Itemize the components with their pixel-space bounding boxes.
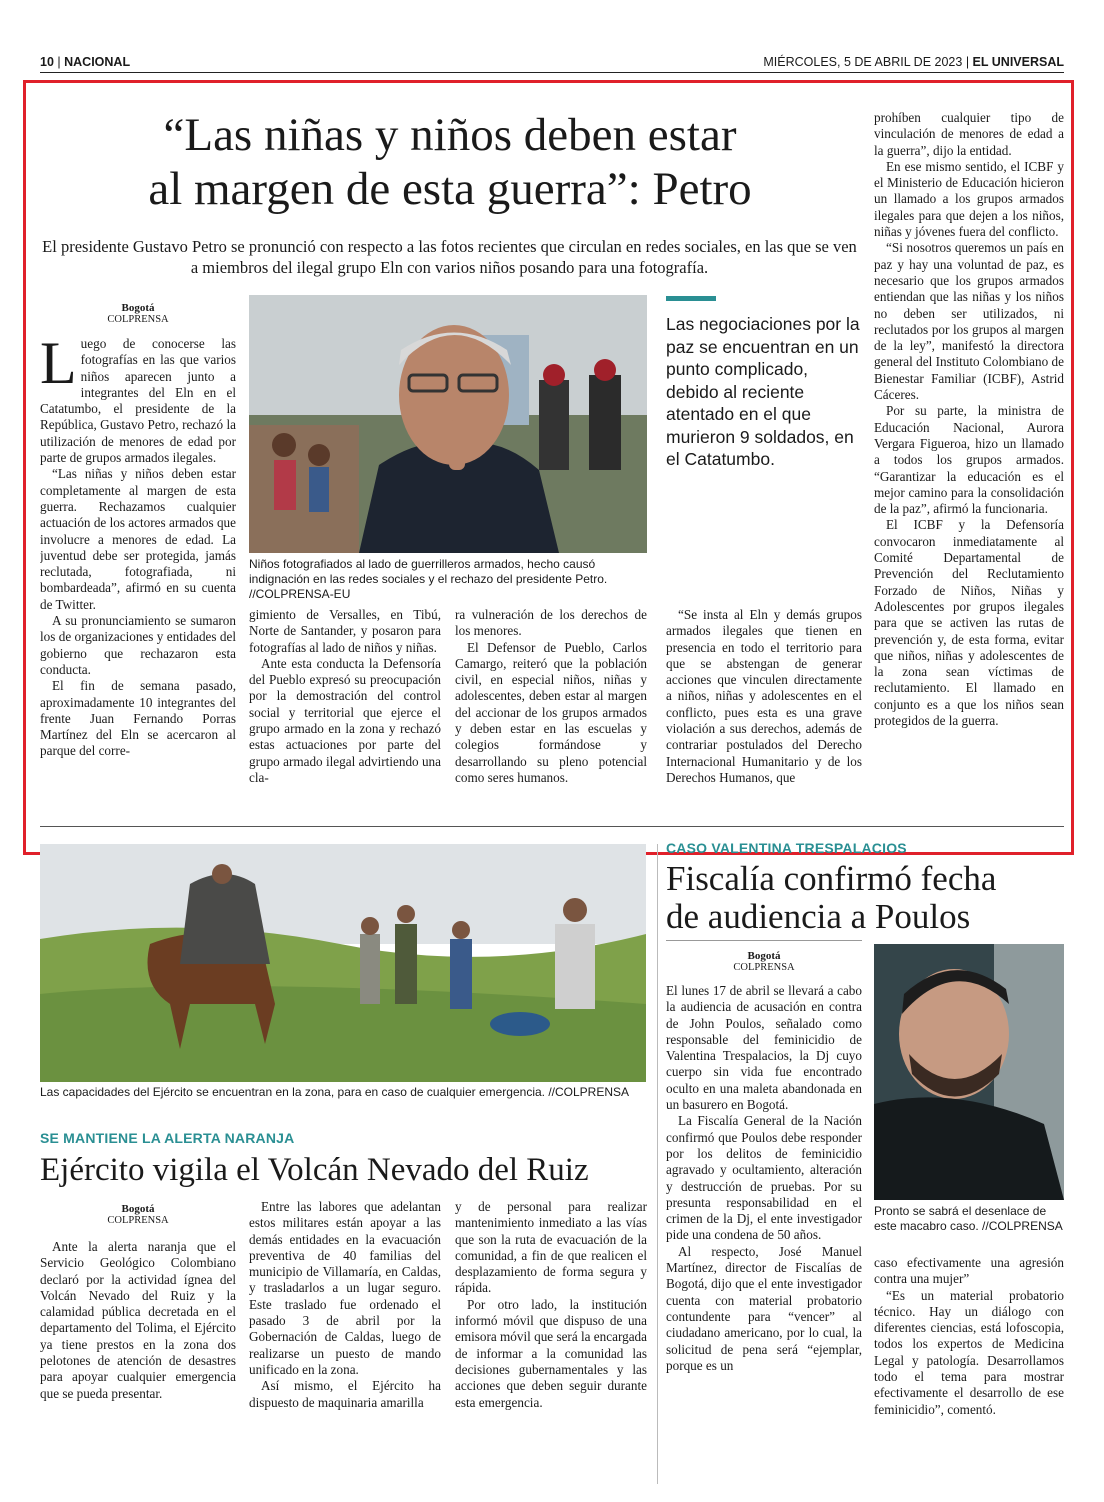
army-photo — [40, 844, 646, 1082]
main-headline — [40, 108, 860, 216]
main-col1-p4: El fin de semana pasado, aproximadamente 10 integrantes del frente Juan Fernando Porras Martínez del Eln se acercaron al parque del corre- — [40, 678, 236, 759]
poulos-photo-caption: Pronto se sabrá el desenlace de este macabro caso. //COLPRENSA — [874, 1204, 1063, 1233]
poulos-photo-illustration — [874, 944, 1064, 1200]
poulos-col2-p1: caso efectivamente una agresión contra una mujer” — [874, 1255, 1064, 1287]
main-col4-p1: “Se insta al Eln y demás grupos armados ilegales que tienen en presencia en todo el territorio para que se abstengan de generar acciones que vinculen directamente a niños, niñas y adolescentes en el conflicto, pues esta es una grave violación a sus derechos, además de contrariar postulados del Derecho Internacional Humanitario y de los Derechos Humanos, que — [666, 607, 862, 785]
poulos-photo — [874, 944, 1064, 1200]
poulos-headline-line2: de audiencia a Poulos — [666, 897, 971, 936]
main-col2-p1: gimiento de Versalles, en Tibú, Norte de Santander, y posaron para fotografías al lado de niños y niñas. — [249, 607, 441, 655]
main-col1-p1: uego de conocerse las fotografías en las que varios niños aparecen junto a integrantes del Eln en el Catatumbo, el presidente de la República, Gustavo Petro, rechazó la utilización de menores de edad por parte de grupos armados ilegales. — [40, 336, 236, 466]
main-byline — [40, 302, 236, 326]
main-col5-p4: Por su parte, la ministra de Educación Nacional, Aurora Vergara Figueroa, hizo un llamado a todos los grupos armados. “Garantizar la educación es el mejor camino para la consolidación de la paz”, afirmó la funcionaria. — [874, 403, 1064, 517]
volcano-column-1 — [40, 1239, 236, 1479]
poulos-column-2 — [874, 1255, 1064, 1483]
main-headline-line1: “Las niñas y niños deben estar — [163, 109, 737, 161]
army-photo-caption: Las capacidades del Ejército se encuentran en la zona, para en caso de cualquier emergencia. //COLPRENSA — [40, 1085, 630, 1099]
volcano-column-2 — [249, 1199, 441, 1481]
page-number: 10 — [40, 55, 54, 69]
poulos-col1-p1: El lunes 17 de abril se llevará a cabo la audiencia de acusación en contra de John Poulos, señalado como responsable del feminicidio de Valentina Trespalacios, la Dj cuyo cuerpo sin vida fue encontrado oculto en una maleta abandonada en un basurero en Bogotá. — [666, 983, 862, 1113]
issue-date: MIÉRCOLES, 5 DE ABRIL DE 2023 — [763, 55, 963, 69]
main-dropcap: L — [40, 336, 77, 396]
header-rule — [40, 72, 1064, 73]
volcano-headline: Ejército vigila el Volcán Nevado del Ruiz — [40, 1152, 589, 1188]
petro-photo-illustration — [249, 295, 647, 553]
volcano-byline — [40, 1203, 236, 1227]
main-col3-p2: El Defensor de Pueblo, Carlos Camargo, reiteró que la población civil, en especial niños, niñas y adolescentes, deben estar al margen del accionar de los grupos armados y deben estar en las escuelas y colegios formándose y desarrollando su pleno potencial como seres humanos. — [455, 639, 647, 785]
main-col5-p2: En ese mismo sentido, el ICBF y el Ministerio de Educación hicieron un llamado a los grupos armados ilegales para que dejen a los niños, niñas y jóvenes fuera del conflicto. — [874, 158, 1064, 240]
pull-quote-bar — [666, 296, 716, 301]
poulos-headline — [666, 860, 1064, 936]
poulos-rule — [666, 940, 862, 941]
main-column-4 — [666, 607, 862, 815]
main-byline-agency: COLPRENSA — [107, 314, 169, 325]
army-photo-illustration — [40, 844, 646, 1082]
poulos-col1-p2: La Fiscalía General de la Nación confirmó que Poulos debe responder por los delitos de feminicidio agravado y ocultamiento, alteración y destrucción de pruebas. Por su presunta responsabilidad en el crimen de la Dj, el ente investigador pide una condena de 50 años. — [666, 1113, 862, 1243]
poulos-headline-line1: Fiscalía confirmó fecha — [666, 859, 997, 898]
volcano-col1-p1: Ante la alerta naranja que el Servicio Geológico Colombiano declaró por la actividad ígnea del Volcán Nevado del Ruiz y la calamidad pública decretada en el departamento del Tolima, el Ejército ya tiene prestos en la zona dos pelotones de atención de desastres para apoyar cualquier emergencia que se pueda presentar. — [40, 1239, 236, 1401]
main-column-2 — [249, 607, 441, 815]
header-divider-2: | — [965, 55, 973, 69]
main-byline-city: Bogotá — [121, 302, 155, 314]
main-col5-p1: prohíben cualquier tipo de vinculación de menores de edad a la guerra”, dijo la entidad. — [874, 110, 1064, 158]
volcano-kicker: SE MANTIENE LA ALERTA NARANJA — [40, 1130, 295, 1146]
page-header — [40, 55, 1064, 71]
poulos-byline-city: Bogotá — [747, 950, 781, 962]
poulos-byline-agency: COLPRENSA — [733, 962, 795, 973]
volcano-col3-p2: Por otro lado, la institución informó móvil que dispuso de una emisora móvil que será la encargada de informar a la comunidad las decisiones gubernamentales y las acciones que deben seguir durante esta emergencia. — [455, 1296, 647, 1410]
main-column-5 — [874, 110, 1064, 816]
petro-photo-caption: Niños fotografiados al lado de guerrilleros armados, hecho causó indignación en las redes sociales y el rechazo del presidente Petro. //COLPRENSA-EU — [249, 557, 608, 601]
main-col1-p3: A su pronunciamiento se sumaron los de organizaciones y entidades del gobierno que rechazaron esta conducta. — [40, 613, 236, 677]
main-deck: El presidente Gustavo Petro se pronunció con respecto a las fotos recientes que circulan en redes sociales, en las que se ven a miembros del ilegal grupo Eln con varios niños posando para una fotografía. — [42, 237, 857, 277]
main-col5-p5: El ICBF y la Defensoría convocaron inmediatamente al Comité Departamental de Prevención del Reclutamiento Forzado de Niños, Niñas y Adolescentes por grupos ilegales para que se activen las rutas de prevención y, de esta forma, evitar que niños, niñas y adolescentes de la zona sean víctimas de reclutamiento. El llamado en conjunto es a que los niños sean protegidos de la guerra. — [874, 517, 1064, 728]
main-col3-p1: ra vulneración de los derechos de los menores. — [455, 607, 647, 639]
newspaper-name: EL UNIVERSAL — [972, 55, 1064, 69]
column-rule — [657, 844, 658, 1484]
main-col2-p2: Ante esta conducta la Defensoría del Pueblo expresó su preocupación por la demostración del control social y territorial que ejerce el grupo armado en la zona y rechazó estas actuaciones por parte del grupo armado ilegal advirtiendo una cla- — [249, 655, 441, 785]
volcano-byline-city: Bogotá — [121, 1203, 155, 1215]
petro-photo — [249, 295, 647, 553]
poulos-col1-p3: Al respecto, José Manuel Martínez, director de Fiscalías de Bogotá, dijo que el ente investigador cuenta con material probatorio contundente para “vencer” al ciudadano americano, por lo cual, la solicitud de pena será “ejemplar, porque es un — [666, 1243, 862, 1373]
volcano-byline-agency: COLPRENSA — [107, 1215, 169, 1226]
volcano-col2-p1: Entre las labores que adelantan estos militares están apoyar a las demás entidades en la evacuación preventiva de 40 familias del municipio de Villamaría, en Caldas, y trasladarlos a un lugar seguro. Este traslado fue ordenado el pasado 3 de abril por la Gobernación de Caldas, luego de realizarse un puesto de mando unificado en la zona. — [249, 1199, 441, 1377]
main-column-1 — [40, 336, 236, 814]
poulos-column-1 — [666, 983, 862, 1483]
poulos-byline — [666, 950, 862, 974]
main-column-3 — [455, 607, 647, 815]
section-name: NACIONAL — [64, 55, 131, 69]
volcano-col3-p1: y de personal para realizar mantenimiento inmediato a las vías que son la ruta de evacuación de la comunidad, a fin de que realicen el desplazamiento de forma segura y rápida. — [455, 1199, 647, 1296]
main-col5-p3: “Si nosotros queremos un país en paz y hay una voluntad de paz, es necesario que los grupos armados entiendan que las niñas y los niños no deben ser utilizados, ni reclutados por los grupos al margen de la ley”, manifestó la directora general del Instituto Colombiano de Bienestar Familiar (ICBF), Astrid Cáceres. — [874, 240, 1064, 403]
volcano-column-3 — [455, 1199, 647, 1481]
section-divider — [40, 826, 1064, 827]
poulos-col2-p2: “Es un material probatorio técnico. Hay un diálogo con diferentes ciencias, está lofoscopia, todos los expertos de Medicina Legal y patología. Desarrollamos todo el tema para mostrar efectivamente el desarrollo de ese feminicidio”, comentó. — [874, 1287, 1064, 1417]
main-headline-line2: al margen de esta guerra”: Petro — [148, 163, 752, 215]
poulos-kicker: CASO VALENTINA TRESPALACIOS — [666, 840, 907, 856]
main-col1-p2: “Las niñas y niños deben estar completamente al margen de esta guerra. Rechazamos cualquier actuación de los actores armados que involucre a menores de edad. La juventud debe ser protegida, jamás reclutada, fotografiada, ni bombardeada”, afirmó en su cuenta de Twitter. — [40, 466, 236, 612]
volcano-col2-p2: Así mismo, el Ejército ha dispuesto de maquinaria amarilla — [249, 1378, 441, 1410]
header-divider-1: | — [57, 55, 65, 69]
pull-quote: Las negociaciones por la paz se encuentran en un punto complicado, debido al reciente atentado en el que murieron 9 soldados, en el Catatumbo. — [666, 314, 860, 469]
